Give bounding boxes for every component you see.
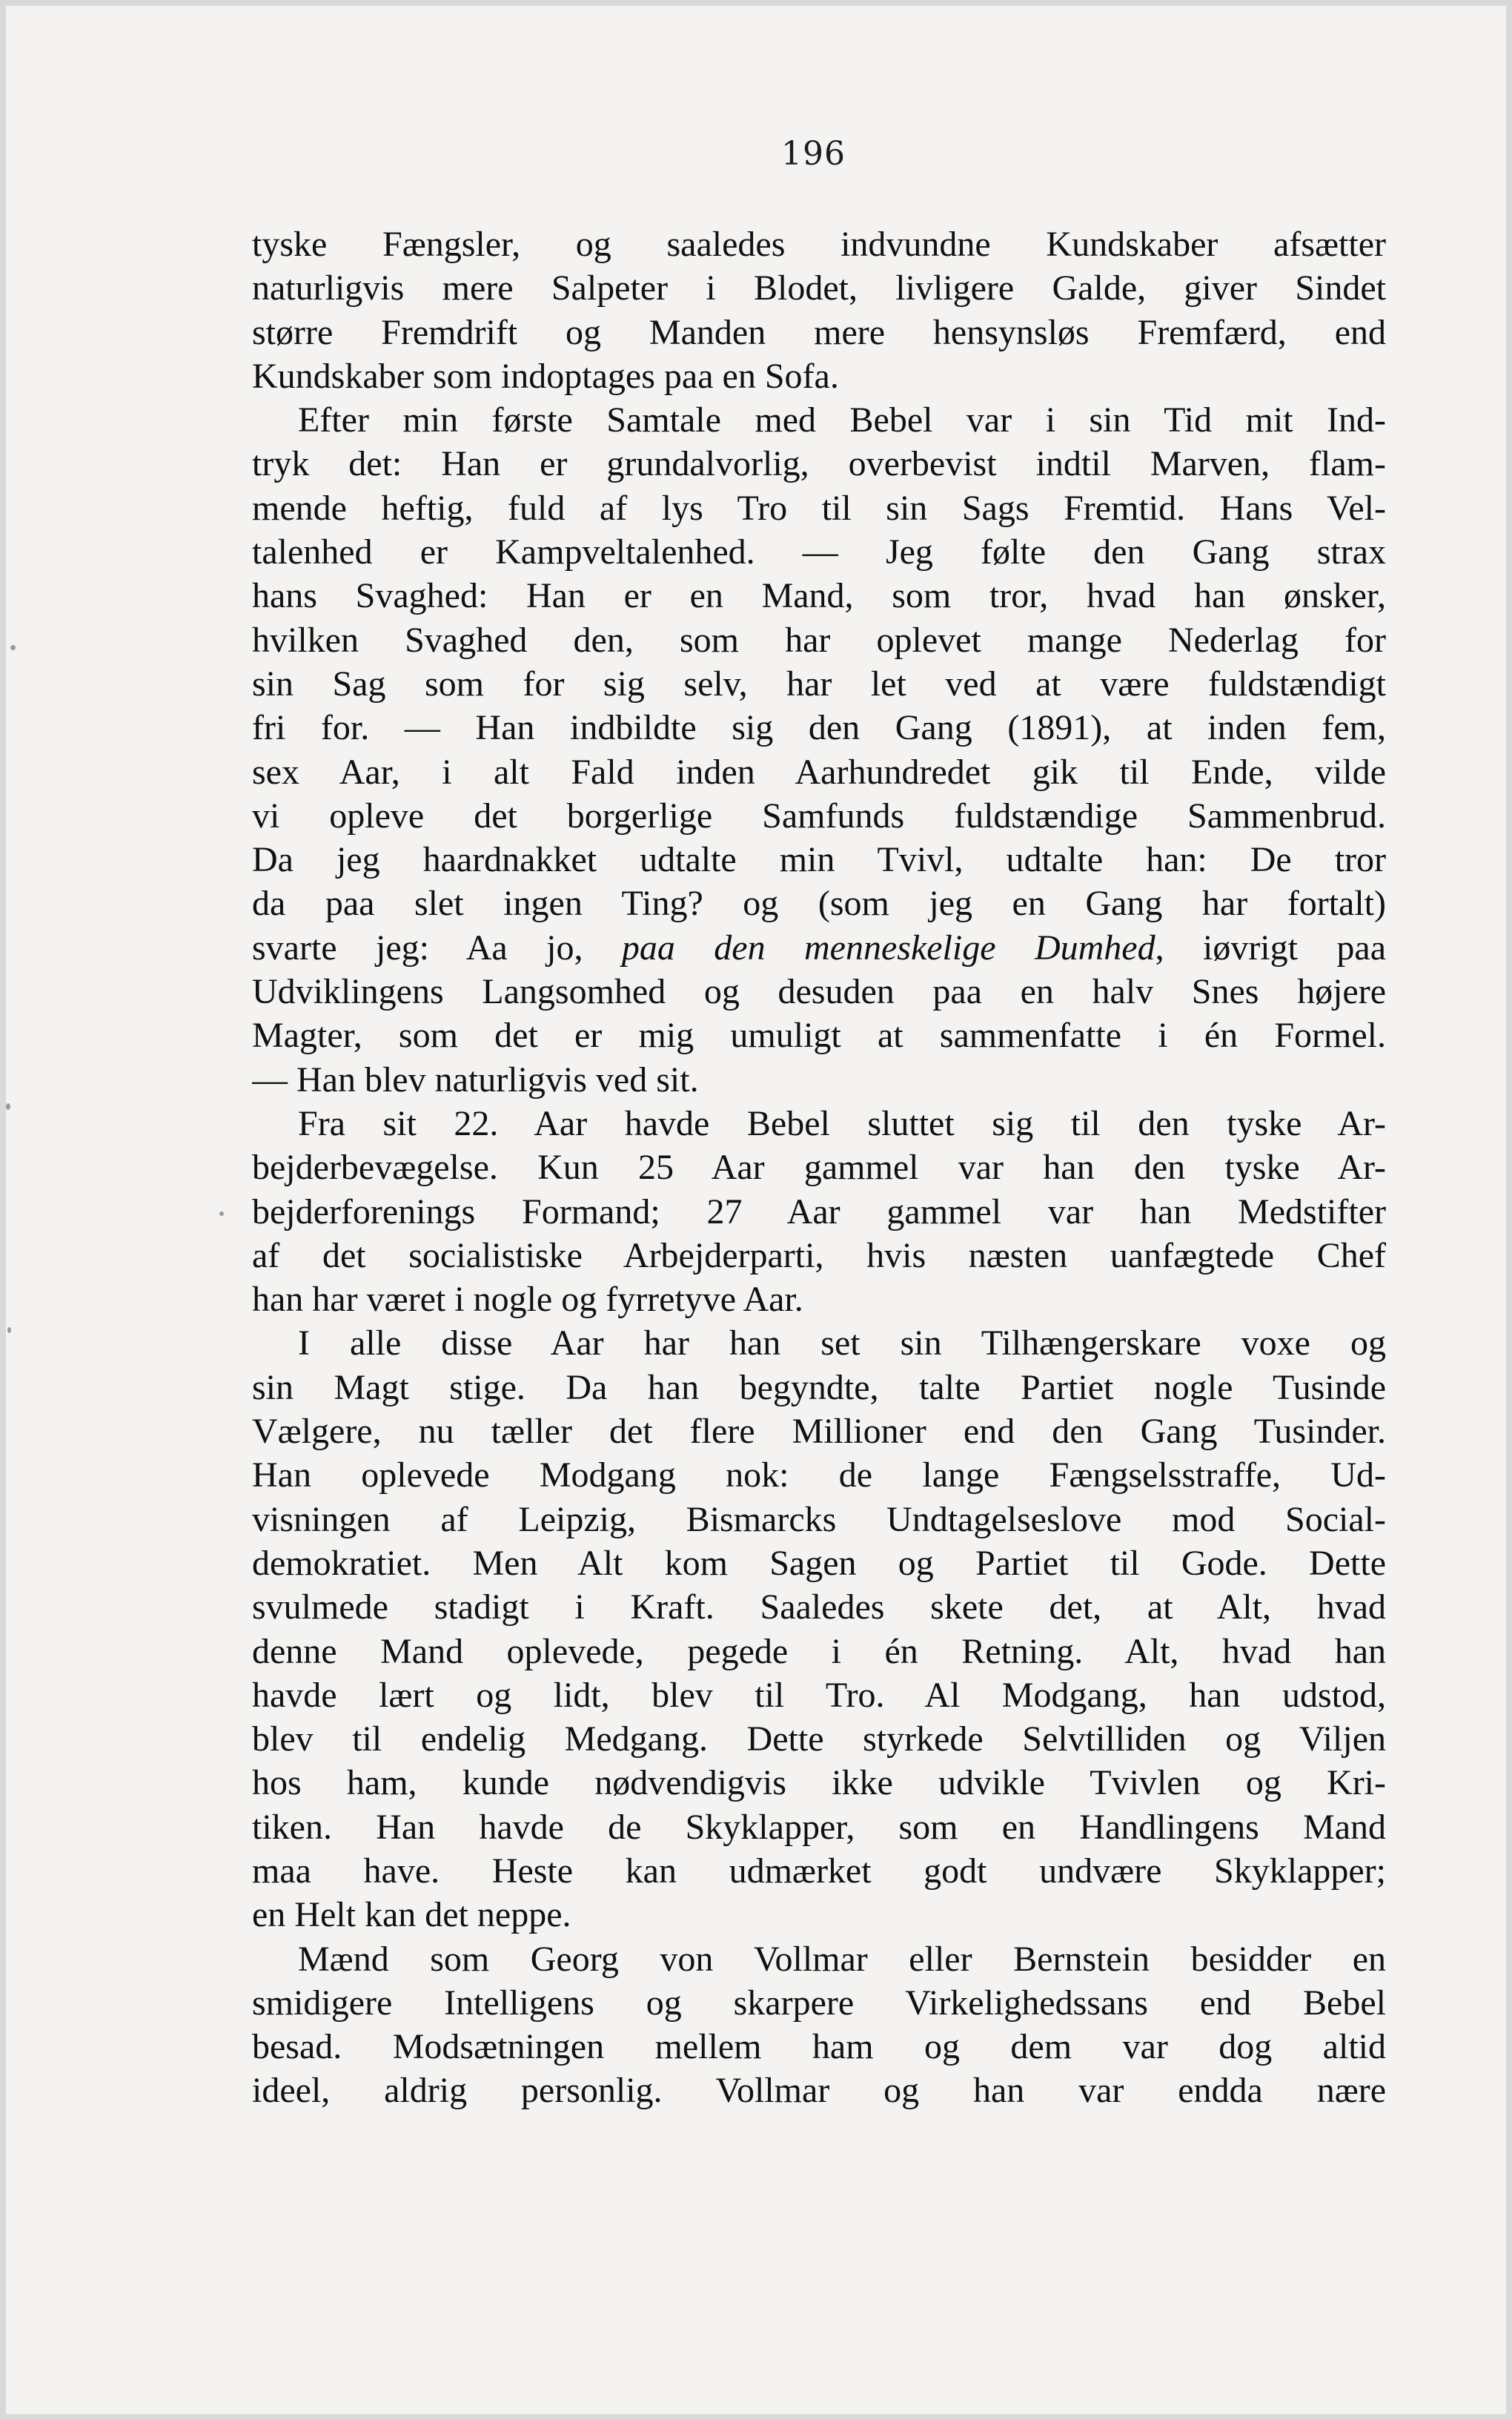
scan-speck [6,1103,10,1110]
text-line: maa have. Heste kan udmærket godt undvære Skyklapper; [252,1851,1386,1891]
text-line: tiken. Han havde de Skyklapper, som en Handlingens Mand [252,1807,1386,1847]
text-line: hvilken Svaghed den, som har oplevet mange Nederlag for [252,620,1386,660]
page-number: 196 [781,135,846,173]
text-line: — Han blev naturligvis ved sit. [252,1059,699,1100]
text-segment: svarte jeg: Aa jo, [252,928,622,968]
text-line: da paa slet ingen Ting? og (som jeg en Gang har fortalt) [252,884,1386,924]
text-line: han har været i nogle og fyrretyve Aar. [252,1280,803,1320]
text-line: visningen af Leipzig, Bismarcks Undtagelseslove mod Social- [252,1499,1386,1539]
text-line: bejderforenings Formand; 27 Aar gammel var han Medstifter [252,1191,1386,1232]
text-line: Kundskaber som indoptages paa en Sofa. [252,356,839,396]
scan-speck [219,1211,224,1216]
text-line: Da jeg haardnakket udtalte min Tvivl, udtalte han: De tror [252,840,1386,880]
text-line: Udviklingens Langsomhed og desuden paa en halv Snes højere [252,972,1386,1012]
scan-speck [10,645,16,650]
text-line: bejderbevægelse. Kun 25 Aar gammel var han den tyske Ar- [252,1148,1386,1188]
text-line: naturligvis mere Salpeter i Blodet, livligere Galde, giver Sindet [252,268,1386,308]
text-line: større Fremdrift og Manden mere hensynsløs Fremfærd, end [252,312,1386,352]
text-line: besad. Modsætningen mellem ham og dem var dog altid [252,2027,1386,2067]
body-text [252,222,1386,2113]
text-line: sex Aar, i alt Fald inden Aarhundredet gik til Ende, vilde [252,752,1386,792]
text-line: ideel, aldrig personlig. Vollmar og han var endda nære [252,2071,1386,2111]
text-line: en Helt kan det neppe. [252,1895,571,1935]
text-line: Efter min første Samtale med Bebel var i sin Tid mit Ind- [298,400,1386,440]
text-line: demokratiet. Men Alt kom Sagen og Partiet til Gode. Dette [252,1543,1386,1583]
text-line: tryk det: Han er grundalvorlig, overbevist indtil Marven, flam- [252,444,1386,484]
text-segment: , iøvrigt paa [1155,928,1386,968]
text-line: Magter, som det er mig umuligt at sammenfatte i én Formel. [252,1016,1386,1056]
text-line: I alle disse Aar har han set sin Tilhængerskare voxe og [298,1323,1386,1363]
text-line: smidigere Intelligens og skarpere Virkelighedssans end Bebel [252,1983,1386,2023]
text-line: hos ham, kunde nødvendigvis ikke udvikle Tvivlen og Kri- [252,1763,1386,1803]
text-line: Fra sit 22. Aar havde Bebel sluttet sig til den tyske Ar- [298,1103,1386,1143]
text-line: mende heftig, fuld af lys Tro til sin Sags Fremtid. Hans Vel- [252,488,1386,528]
text-line: denne Mand oplevede, pegede i én Retning. Alt, hvad han [252,1631,1386,1671]
italic-phrase: paa den menneskelige Dumhed [621,928,1155,968]
text-line: sin Magt stige. Da han begyndte, talte Partiet nogle Tusinde [252,1367,1386,1407]
text-line: Vælgere, nu tæller det flere Millioner end den Gang Tusinder. [252,1412,1386,1452]
text-line: svulmede stadigt i Kraft. Saaledes skete det, at Alt, hvad [252,1587,1386,1627]
text-line: tyske Fængsler, og saaledes indvundne Kundskaber afsætter [252,225,1386,264]
text-line: talenhed er Kampveltalenhed. — Jeg følte den Gang strax [252,532,1386,572]
text-line: Mænd som Georg von Vollmar eller Bernstein besidder en [298,1939,1386,1979]
text-line: hans Svaghed: Han er en Mand, som tror, hvad han ønsker, [252,576,1386,616]
text-line: blev til endelig Medgang. Dette styrkede Selvtilliden og Viljen [252,1719,1386,1759]
scan-speck [7,1327,11,1333]
text-line: sin Sag som for sig selv, har let ved at være fuldstændigt [252,664,1386,704]
text-line: vi opleve det borgerlige Samfunds fuldstændige Sammenbrud. [252,796,1386,836]
text-line: af det socialistiske Arbejderparti, hvis næsten uanfægtede Chef [252,1235,1386,1275]
text-line: Han oplevede Modgang nok: de lange Fængselsstraffe, Ud- [252,1455,1386,1495]
text-line: havde lært og lidt, blev til Tro. Al Modgang, han udstod, [252,1675,1386,1715]
text-line-with-italic [252,926,1386,970]
text-line: fri for. — Han indbildte sig den Gang (1891), at inden fem, [252,708,1386,748]
